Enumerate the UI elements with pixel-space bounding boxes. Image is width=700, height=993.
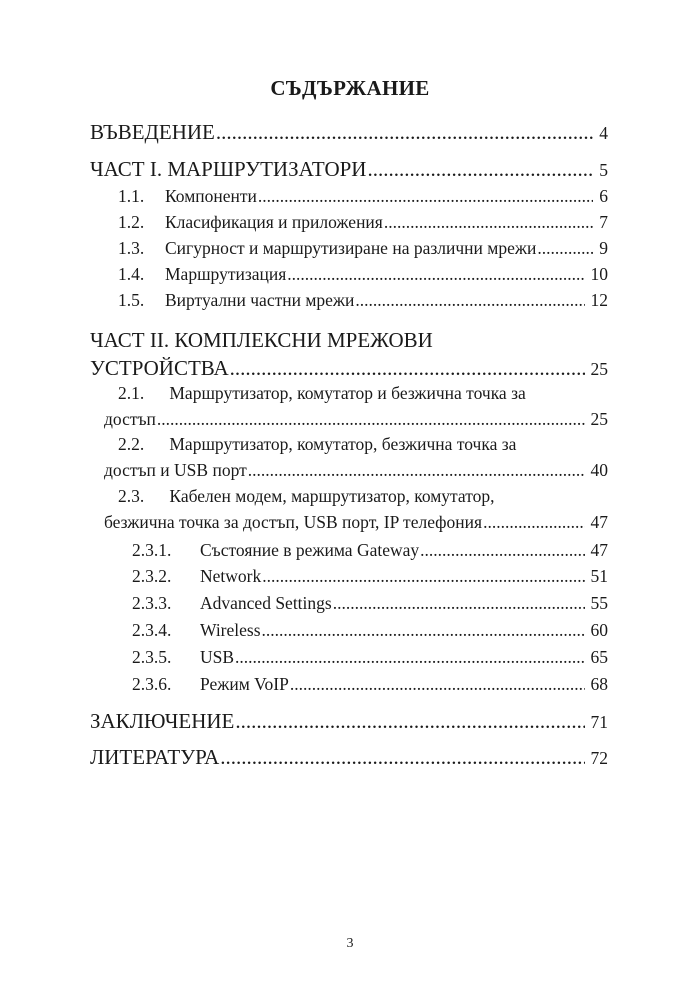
- toc-entry-page: 6: [599, 186, 608, 206]
- toc-entry-page: 71: [590, 712, 608, 732]
- dot-leader: [287, 264, 584, 285]
- toc-entry-label: Виртуални частни мрежи: [165, 290, 355, 310]
- dot-leader: [537, 238, 593, 259]
- toc-entry-number: 2.3.3.: [132, 593, 172, 613]
- toc-entry-2-3[interactable]: [0, 486, 700, 538]
- toc-entry-page: 25: [590, 359, 608, 379]
- toc-entry-number: 2.2.: [118, 434, 145, 454]
- toc-entry-page: 5: [599, 160, 608, 180]
- dot-leader: [157, 409, 585, 430]
- toc-entry-1-5[interactable]: [0, 290, 700, 318]
- toc-entry-label: Класификация и приложения: [165, 212, 383, 232]
- toc-entry-number: 1.2.: [118, 212, 145, 232]
- toc-entry-2-1[interactable]: [0, 383, 700, 435]
- toc-entry-label: Компоненти: [165, 186, 257, 206]
- toc-entry-label: Сигурност и маршрутизиране на различни мрежи: [165, 238, 537, 258]
- toc-entry-page: 60: [590, 620, 608, 640]
- dot-leader: [333, 593, 585, 614]
- toc-entry-page: 72: [590, 748, 608, 768]
- dot-leader: [355, 290, 584, 311]
- dot-leader: [483, 512, 584, 533]
- toc-entry-label: ЧАСТ I. МАРШРУТИЗАТОРИ: [90, 157, 367, 181]
- toc-entry-label: ВЪВЕДЕНИЕ: [90, 120, 215, 144]
- toc-entry-page: 9: [599, 238, 608, 258]
- toc-entry-label-continued: достъп и USB порт: [104, 460, 247, 480]
- toc-entry-number: 1.5.: [118, 290, 145, 310]
- toc-entry-number: 1.1.: [118, 186, 145, 206]
- toc-entry-page: 68: [590, 674, 608, 694]
- dot-leader: [216, 120, 593, 145]
- toc-entry-2-3-2[interactable]: [0, 566, 700, 594]
- toc-entry-number: 2.3.: [118, 486, 145, 506]
- dot-leader: [262, 620, 585, 641]
- toc-entry-number: 2.3.1.: [132, 540, 172, 560]
- toc-entry-number: 2.3.5.: [132, 647, 172, 667]
- toc-entry-page: 40: [590, 460, 608, 480]
- toc-entry-1-1[interactable]: [0, 186, 700, 214]
- toc-entry-number: 2.1.: [118, 383, 145, 403]
- toc-entry-number: 2.3.4.: [132, 620, 172, 640]
- toc-entry-label: USB: [200, 647, 235, 667]
- dot-leader: [230, 356, 585, 381]
- toc-entry-label-continued: безжична точка за достъп, USB порт, IP телефония: [104, 512, 483, 532]
- toc-entry-2-3-6[interactable]: [0, 674, 700, 702]
- toc-entry-page: 47: [590, 540, 608, 560]
- toc-entry-label: Кабелен модем, маршрутизатор, комутатор,: [169, 486, 495, 506]
- dot-leader: [220, 745, 584, 770]
- toc-entry-2-2[interactable]: [0, 434, 700, 486]
- toc-entry-label: Маршрутизатор, комутатор и безжична точка за: [169, 383, 526, 403]
- dot-leader: [235, 647, 584, 668]
- toc-entry-label: Режим VoIP: [200, 674, 289, 694]
- toc-title: СЪДЪРЖАНИЕ: [270, 76, 430, 100]
- toc-entry-number: 1.3.: [118, 238, 145, 258]
- dot-leader: [235, 709, 584, 734]
- toc-entry-page: 55: [590, 593, 608, 613]
- toc-entry-number: 1.4.: [118, 264, 145, 284]
- toc-entry-label: Маршрутизация: [165, 264, 287, 284]
- toc-entry-label: Състояние в режима Gateway: [200, 540, 420, 560]
- toc-entry-label: ЛИТЕРАТУРА: [90, 745, 220, 769]
- toc-entry-1-4[interactable]: [0, 264, 700, 292]
- dot-leader: [420, 540, 584, 561]
- page-number: 3: [346, 936, 354, 951]
- dot-leader: [262, 566, 584, 587]
- toc-entry-page: 12: [590, 290, 608, 310]
- toc-entry-introduction[interactable]: [0, 120, 700, 148]
- toc-entry-page: 65: [590, 647, 608, 667]
- toc-entry-label: ЗАКЛЮЧЕНИЕ: [90, 709, 235, 733]
- dot-leader: [290, 674, 585, 695]
- dot-leader: [367, 157, 593, 182]
- toc-entry-number: 2.3.6.: [132, 674, 172, 694]
- toc-entry-number: 2.3.2.: [132, 566, 172, 586]
- toc-entry-page: 51: [590, 566, 608, 586]
- toc-entry-page: 25: [590, 409, 608, 429]
- toc-entry-page: 47: [590, 512, 608, 532]
- toc-entry-2-3-3[interactable]: [0, 593, 700, 621]
- toc-entry-1-2[interactable]: [0, 212, 700, 240]
- toc-entry-literature[interactable]: [0, 745, 700, 773]
- toc-entry-1-3[interactable]: [0, 238, 700, 266]
- toc-entry-part-2[interactable]: [0, 328, 700, 388]
- toc-entry-2-3-5[interactable]: [0, 647, 700, 675]
- toc-entry-label: Network: [200, 566, 262, 586]
- toc-entry-label-continued: УСТРОЙСТВА: [90, 356, 229, 380]
- toc-entry-2-3-1[interactable]: [0, 540, 700, 568]
- toc-entry-part-1[interactable]: [0, 157, 700, 185]
- toc-entry-2-3-4[interactable]: [0, 620, 700, 648]
- toc-entry-label: ЧАСТ II. КОМПЛЕКСНИ МРЕЖОВИ: [90, 328, 433, 352]
- dot-leader: [384, 212, 593, 233]
- toc-entry-conclusion[interactable]: [0, 709, 700, 737]
- toc-entry-page: 10: [590, 264, 608, 284]
- toc-entry-label: Advanced Settings: [200, 593, 332, 613]
- toc-entry-page: 7: [599, 212, 608, 232]
- toc-entry-page: 4: [599, 123, 608, 143]
- toc-entry-label: Маршрутизатор, комутатор, безжична точка за: [169, 434, 517, 454]
- dot-leader: [258, 186, 593, 207]
- dot-leader: [248, 460, 585, 481]
- toc-entry-label: Wireless: [200, 620, 261, 640]
- toc-entry-label-continued: достъп: [104, 409, 156, 429]
